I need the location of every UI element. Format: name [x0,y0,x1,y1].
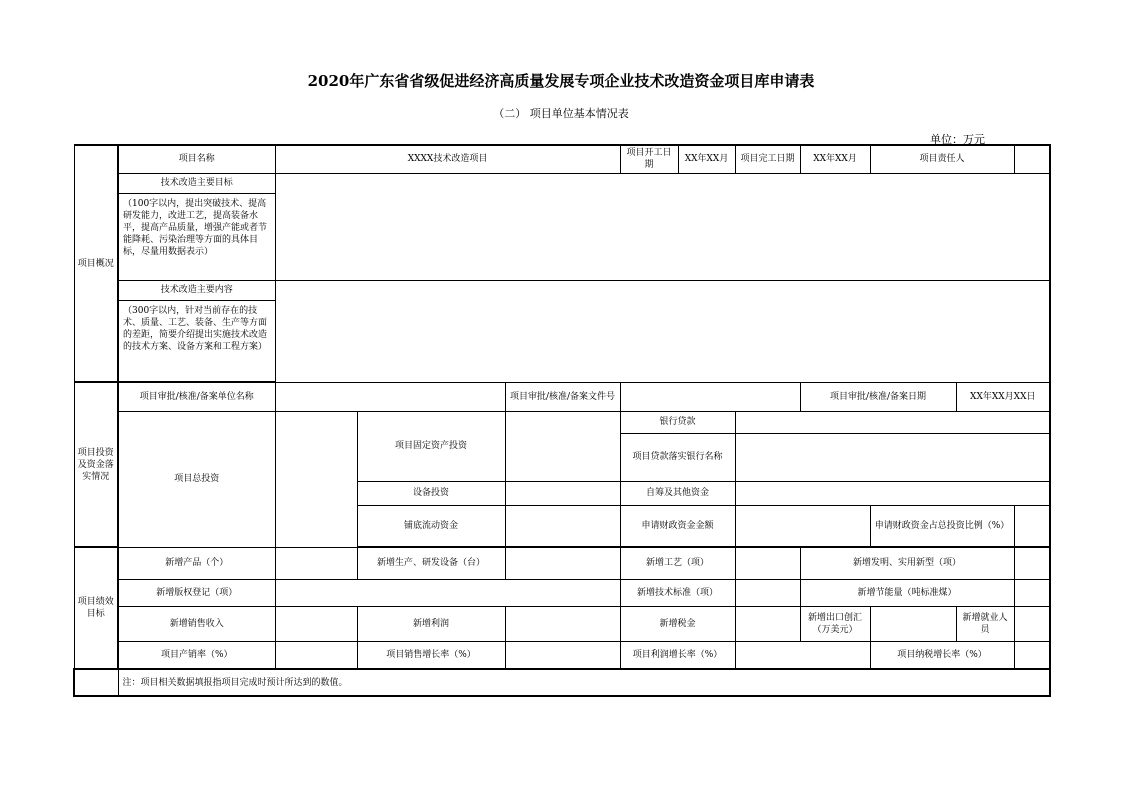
bank-loan-value[interactable] [735,411,1050,433]
project-name-value[interactable]: XXXX技术改造项目 [275,145,620,173]
new-sales-value[interactable] [275,606,357,641]
working-capital-value[interactable] [505,505,620,547]
new-equipment-label: 新增生产、研发设备（台） [357,547,505,579]
goal-label: 技术改造主要目标 [118,173,275,193]
profit-growth-value[interactable] [735,641,870,669]
leader-value[interactable] [1014,145,1050,173]
sales-growth-value[interactable] [505,641,620,669]
section-overview: 项目概况 [74,145,118,382]
fixed-asset-label: 项目固定资产投资 [357,411,505,481]
approval-doc-value[interactable] [620,382,800,411]
new-export-value[interactable] [870,606,956,641]
new-jobs-value[interactable] [1014,606,1050,641]
new-profit-label: 新增利润 [357,606,505,641]
bank-name-value[interactable] [735,433,1050,481]
section-investment: 项目投资及资金落实情况 [74,382,118,547]
bank-loan-label: 银行贷款 [620,411,735,433]
application-table [73,144,1051,697]
new-standard-label: 新增技术标准（项） [620,579,735,606]
table-note: 注：项目相关数据填报指项目完成时预计所达到的数值。 [118,669,1050,696]
self-funds-label: 自筹及其他资金 [620,481,735,505]
end-date-label: 项目完工日期 [735,145,800,173]
section-performance: 项目绩效目标 [74,547,118,669]
new-export-label: 新增出口创汇（万美元） [800,606,870,641]
fiscal-ratio-label: 申请财政资金占总投资比例（%） [870,505,1014,547]
new-copyright-value[interactable] [275,579,620,606]
leader-label: 项目责任人 [870,145,1014,173]
fiscal-ratio-value[interactable] [1014,505,1050,547]
new-process-value[interactable] [735,547,800,579]
approval-doc-label: 项目审批/核准/备案文件号 [505,382,620,411]
new-equipment-value[interactable] [505,547,620,579]
new-products-value[interactable] [275,547,357,579]
sales-rate-label: 项目产销率（%） [118,641,275,669]
tax-growth-label: 项目纳税增长率（%） [870,641,1014,669]
sales-growth-label: 项目销售增长率（%） [357,641,505,669]
goal-description: （100字以内，提出突破技术、提高研发能力，改进工艺，提高装备水平，提高产品质量，增强产能或者节能降耗、污染治理等方面的具体目标，尽量用数据表示） [118,193,275,280]
page-title: 2020年广东省省级促进经济高质量发展专项企业技术改造资金项目库申请表 [307,72,815,90]
new-process-label: 新增工艺（项） [620,547,735,579]
new-energy-label: 新增节能量（吨标准煤） [800,579,1014,606]
approval-unit-value[interactable] [275,382,505,411]
page-subtitle: （二） 项目单位基本情况表 [493,107,629,120]
bank-name-label: 项目贷款落实银行名称 [620,433,735,481]
total-investment-value[interactable] [275,411,357,547]
new-copyright-label: 新增版权登记（项） [118,579,275,606]
content-input[interactable] [275,280,1050,382]
approval-date-value[interactable]: XX年XX月XX日 [956,382,1050,411]
new-tax-value[interactable] [735,606,800,641]
tax-growth-value[interactable] [1014,641,1050,669]
new-standard-value[interactable] [735,579,800,606]
goal-input[interactable] [275,173,1050,280]
equipment-value[interactable] [505,481,620,505]
sales-rate-value[interactable] [275,641,357,669]
unit-label: 单位：万元 [930,133,985,146]
total-investment-label: 项目总投资 [118,411,275,547]
fiscal-amount-label: 申请财政资金金额 [620,505,735,547]
start-date-label: 项目开工日期 [620,145,678,173]
new-jobs-label: 新增就业人员 [956,606,1014,641]
new-tax-label: 新增税金 [620,606,735,641]
start-date-value[interactable]: XX年XX月 [678,145,735,173]
new-patents-label: 新增发明、实用新型（项） [800,547,1014,579]
fixed-asset-value[interactable] [505,411,620,481]
new-profit-value[interactable] [505,606,620,641]
content-description: （300字以内，针对当前存在的技术、质量、工艺、装备、生产等方面的差距，简要介绍提出实施技术改造的技术方案、设备方案和工程方案） [118,300,275,382]
project-name-label: 项目名称 [118,145,275,173]
approval-date-label: 项目审批/核准/备案日期 [800,382,956,411]
equipment-label: 设备投资 [357,481,505,505]
new-energy-value[interactable] [1014,579,1050,606]
new-patents-value[interactable] [1014,547,1050,579]
fiscal-amount-value[interactable] [735,505,870,547]
working-capital-label: 铺底流动资金 [357,505,505,547]
end-date-value[interactable]: XX年XX月 [800,145,870,173]
profit-growth-label: 项目利润增长率（%） [620,641,735,669]
self-funds-value[interactable] [735,481,1050,505]
new-products-label: 新增产品（个） [118,547,275,579]
new-sales-label: 新增销售收入 [118,606,275,641]
approval-unit-label: 项目审批/核准/备案单位名称 [118,382,275,411]
note-spacer [74,669,118,696]
content-label: 技术改造主要内容 [118,280,275,300]
